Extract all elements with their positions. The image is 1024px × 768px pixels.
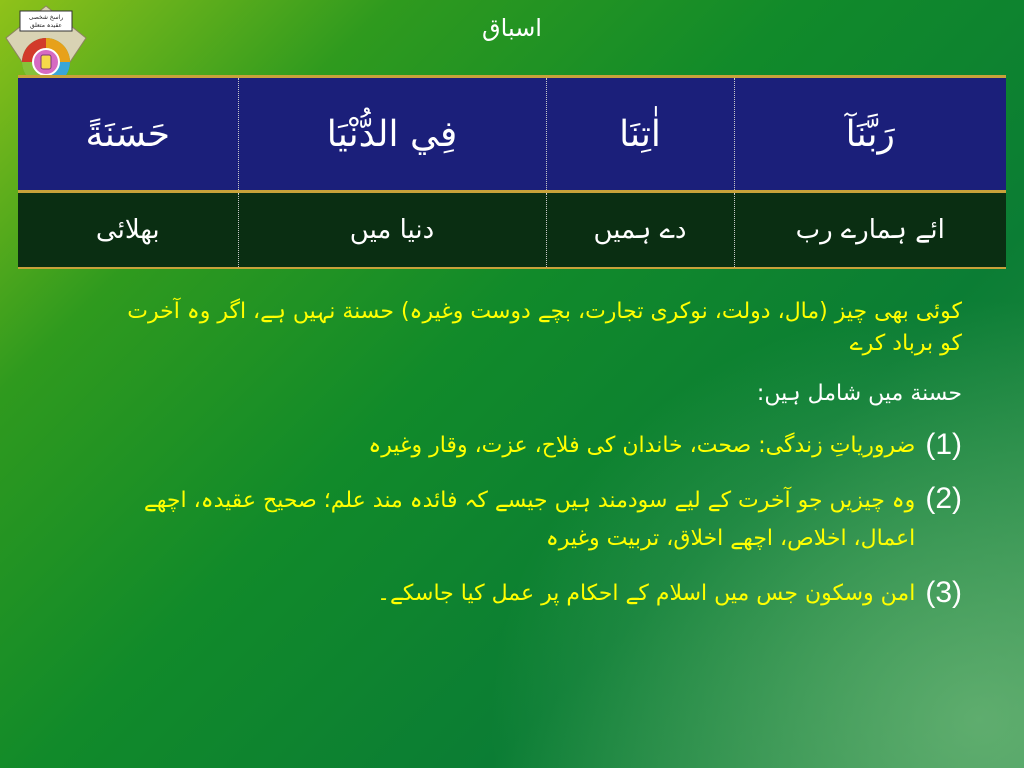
logo-line-1: راسخ شخصی [28,14,64,21]
list-item [100,482,962,558]
meaning-row [18,192,1006,269]
includes-heading: حسنة میں شامل ہیں: [756,381,962,406]
list-item-text: امن وسکون جس میں اسلام کے احکام پر عمل کیا جاسکے۔ [377,581,916,606]
list-number: (1) [925,428,962,461]
slide-title: اسباق [482,14,542,42]
list-number: (3) [925,576,962,609]
list-item-text: ضروریاتِ زندگی: صحت، خاندان کی فلاح، عزت، وقار وغیرہ [368,433,916,458]
logo-line-2: عقیدہ متعلق [30,22,62,29]
meaning-hasanah: بھلائی [18,192,238,269]
lesson-content [100,296,962,612]
list-item [100,428,962,464]
arabic-word-atina: اٰتِنَا [546,77,734,192]
arabic-word-fid-dunya: فِي الدُّنْيَا [238,77,546,192]
arabic-row [18,77,1006,192]
meaning-rabbana: ائے ہمارے رب [734,192,1006,269]
list-item-text: وہ چیزیں جو آخرت کے لیے سودمند ہیں جیسے کہ فائدہ مند علم؛ صحیح عقیدہ، اچھے اعمال، اخلاص، اچھے اخلاق، تربیت وغیرہ [143,488,916,551]
list-number: (2) [925,482,962,515]
meaning-fid-dunya: دنیا میں [238,192,546,269]
meaning-atina: دے ہمیں [546,192,734,269]
arabic-word-hasanah: حَسَنَةً [18,77,238,192]
intro-paragraph: کوئی بھی چیز (مال، دولت، نوکری تجارت، بچے دوست وغیرہ) حسنة نہیں ہے، اگر وہ آخرت کو برباد کرے [127,299,962,356]
arabic-word-rabbana: رَبَّنَآ [734,77,1006,192]
vocabulary-table [18,75,1006,269]
list-item [100,576,962,612]
